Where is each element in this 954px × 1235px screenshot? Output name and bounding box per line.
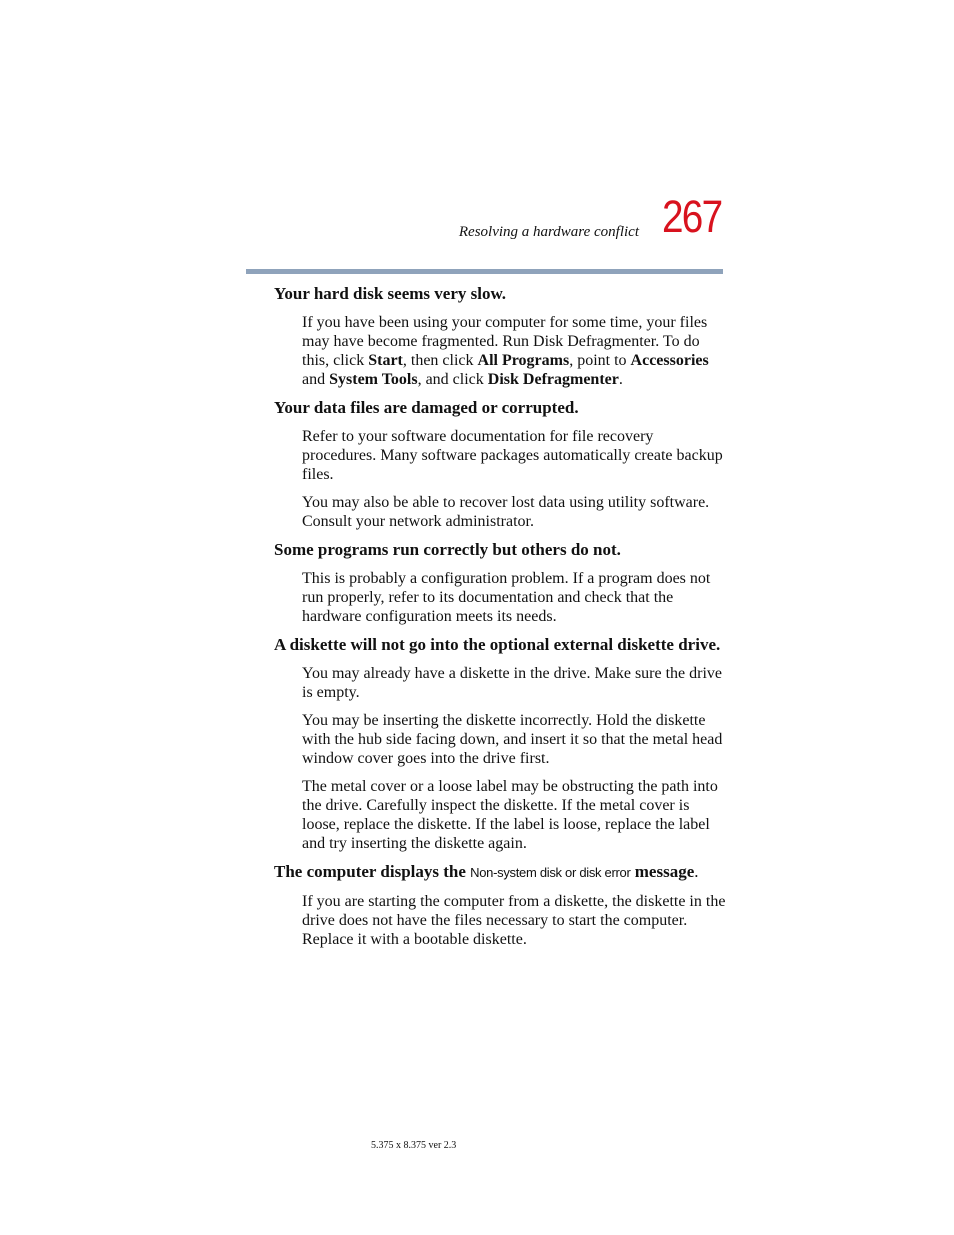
ui-term-accessories: Accessories (630, 352, 709, 369)
topic-heading: Your hard disk seems very slow. (274, 284, 507, 303)
body-text: and (302, 371, 330, 388)
body-text: , and click (417, 371, 488, 388)
heading-text: message (630, 862, 695, 881)
body-paragraph: You may already have a diskette in the drive. Make sure the drive is empty. (302, 665, 723, 701)
heading-period: . (694, 862, 699, 881)
body-paragraph: Refer to your software documentation for file recovery procedures. Many software packages automatically create backup files. (302, 428, 723, 483)
body-paragraph: You may be inserting the diskette incorrectly. Hold the diskette with the hub side facing down, and insert it so that the metal head window cover goes into the drive first. (302, 712, 723, 767)
topic-heading: Your data files are damaged or corrupted. (274, 398, 579, 417)
body-paragraph: You may also be able to recover lost data using utility software. Consult your network administrator. (302, 494, 710, 530)
running-header-title: Resolving a hardware conflict (458, 224, 639, 240)
body-text: , then click (402, 352, 478, 369)
body-paragraph: This is probably a configuration problem. If a program does not run properly, refer to its documentation and check that the hardware configuration meets its needs. (302, 570, 711, 625)
body-paragraph: If you are starting the computer from a diskette, the diskette in the drive does not have the files necessary to start the computer. Replace it with a bootable diskette. (302, 893, 726, 948)
topic-heading: A diskette will not go into the optional external diskette drive. (274, 635, 721, 654)
content-body (274, 284, 729, 958)
body-text: , point to (569, 352, 631, 369)
page-number: 267 (662, 191, 722, 242)
ui-term-disk-defragmenter: Disk Defragmenter (487, 371, 619, 388)
body-paragraph (302, 313, 729, 389)
ui-term-all-programs: All Programs (477, 352, 570, 369)
topic-heading (274, 862, 729, 883)
ui-term-system-tools: System Tools (329, 371, 418, 388)
body-paragraph: The metal cover or a loose label may be obstructing the path into the drive. Carefully inspect the diskette. If the metal cover is loose, replace the diskette. If the label is loose, replace the label and try inserting the diskette again. (302, 778, 718, 852)
ui-term-start: Start (368, 352, 403, 369)
topic-heading: Some programs run correctly but others do not. (274, 540, 621, 559)
error-message-text: Non-system disk or disk error (470, 865, 631, 880)
heading-text: The computer displays the (274, 862, 471, 881)
header-rule (246, 269, 723, 274)
footer-version: 5.375 x 8.375 ver 2.3 (371, 1140, 457, 1151)
body-text: If you have been using your computer for some time, your files may have become fragmented. Run Disk Defragmenter. To do this, click (302, 314, 708, 369)
body-text: . (618, 371, 623, 388)
